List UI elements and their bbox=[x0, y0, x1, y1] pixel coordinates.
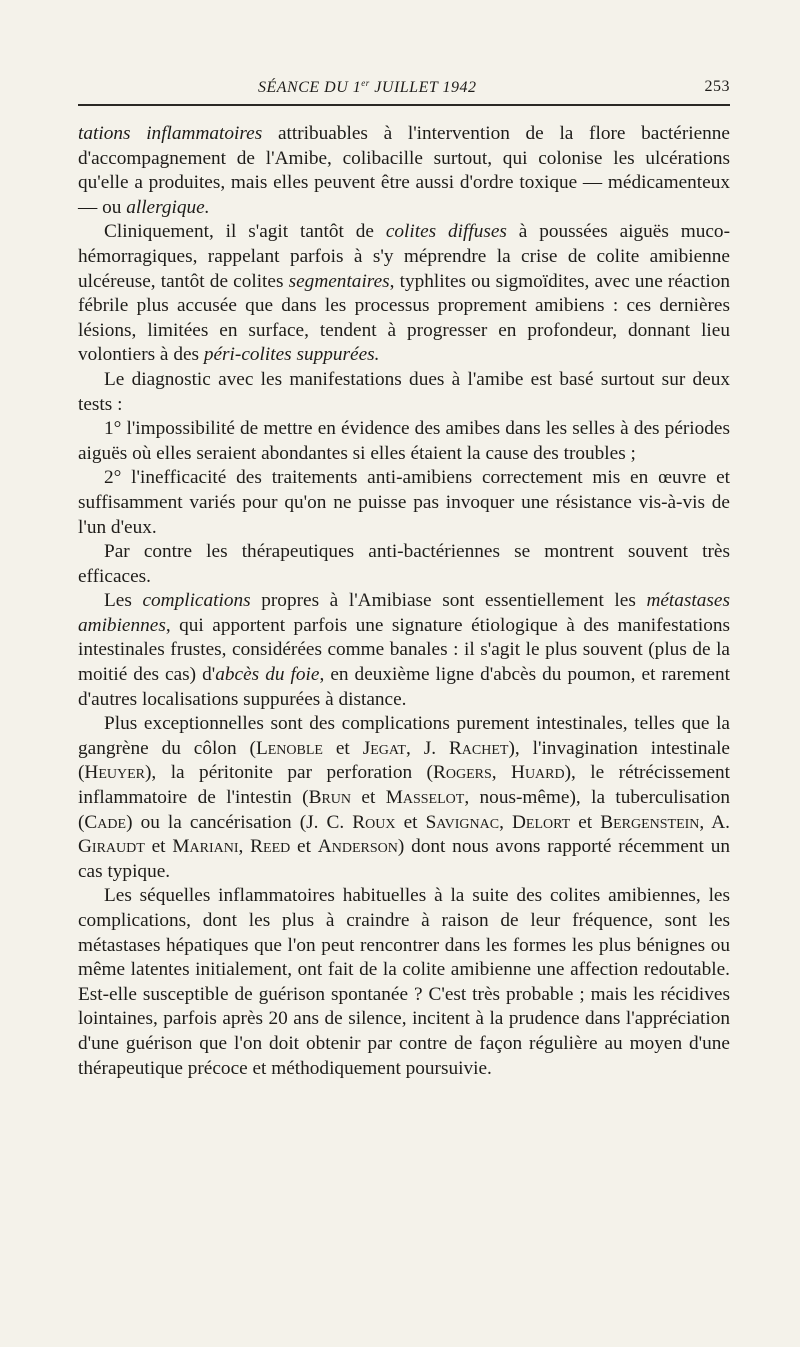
page-number: 253 bbox=[704, 78, 730, 95]
author-name: Savignac bbox=[425, 811, 500, 833]
author-name: Cade bbox=[84, 811, 127, 833]
author-name: Mariani bbox=[172, 836, 239, 858]
author-name: Roux bbox=[352, 811, 396, 833]
author-name: Delort bbox=[511, 811, 571, 833]
paragraph-9: Les séquelles inflammatoires habituelles à la suite des colites amibiennes, les complications, dont les plus à craindre à raison de leur fréquence, sont les métastases hépatiques que l'on peut rencontrer dans les formes les plus bénignes ou même latentes initialement, ont fait de la colite amibienne une affection redoutable. Est-elle susceptible de guérison spontanée ? C'est très probable ; mais les récidives lointaines, parfois après 20 ans de silence, incitent à la prudence dans l'appréciation d'une guérison que l'on doit obtenir par contre de façon régulière au moyen d'une thérapeutique précoce et méthodiquement poursuivie. bbox=[78, 885, 730, 1079]
author-name: Rachet bbox=[448, 737, 509, 759]
author-name: Bergenstein bbox=[600, 811, 700, 833]
author-name: Heuyer bbox=[84, 762, 146, 784]
author-name: Brun bbox=[308, 787, 352, 809]
author-name: Lenoble bbox=[255, 737, 323, 759]
author-name: Masselot bbox=[385, 787, 465, 809]
paragraph-3: Le diagnostic avec les manifestations dues à l'amibe est basé surtout sur deux tests : bbox=[78, 368, 730, 415]
author-name: Anderson bbox=[317, 836, 398, 858]
paragraph-2: Cliniquement, il s'agit tantôt de colites diffuses à poussées aiguës muco-hémorragiques, rappelant parfois à s'y méprendre la crise de colite amibienne ulcéreuse, tantôt de colites segmentaires, typhlites ou sigmoïdites, avec une réaction fébrile plus accusée que dans les processus proprement amibiens : ces dernières lésions, limitées en surface, tendent à progresser en profondeur, donnant lieu volontiers à des péri-colites suppurées. bbox=[78, 221, 730, 366]
paragraph-6: Par contre les thérapeutiques anti-bactériennes se montrent souvent très efficaces. bbox=[78, 541, 730, 587]
book-page bbox=[78, 74, 731, 1079]
paragraph-4: 1° l'impossibilité de mettre en évidence des amibes dans les selles à des périodes aiguës où elles seraient abondantes si elles étaient la cause des troubles ; bbox=[78, 418, 730, 464]
superscript-er: er bbox=[361, 78, 370, 88]
paragraph-8: Plus exceptionnelles sont des complications purement intestinales, telles que la gangrène du côlon (Lenoble et Jegat, J. Rachet), l'invagination intestinale (Heuyer), la péritonite par perforation (Rogers, Huard), le rétrécissement inflammatoire de l'intestin (Brun et Masselot, nous-même), la tuberculisation (Cade) ou la cancérisation (J. C. Roux et Savignac, Delort et Bergenstein, A. Giraudt et Mariani, Reed et Anderson) dont nous avons rapporté récemment un cas typique. bbox=[78, 713, 731, 882]
running-title: SÉANCE DU 1er JUILLET 1942 bbox=[258, 78, 477, 96]
author-name: Huard bbox=[511, 762, 565, 784]
body-text bbox=[78, 122, 730, 1081]
paragraph-1: tations inflammatoires attribuables à l'intervention de la flore bactérienne d'accompagnement de l'Amibe, colibacille surtout, qui colonise les ulcérations qu'elle a produites, mais elles peuvent être aussi d'ordre toxique — médicamenteux — ou allergique. bbox=[78, 123, 730, 218]
header-rule bbox=[78, 104, 730, 106]
paragraph-5: 2° l'inefficacité des traitements anti-amibiens correctement mis en œuvre et suffisamment variés pour qu'on ne puisse pas invoquer une résistance vis-à-vis de l'un d'eux. bbox=[78, 467, 730, 538]
author-name: Reed bbox=[250, 836, 291, 858]
running-head bbox=[78, 74, 730, 100]
author-name: Giraudt bbox=[78, 836, 145, 858]
paragraph-7: Les complications propres à l'Amibiase sont essentiellement les métastases amibiennes, qui apportent parfois une signature étiologique à des manifestations intestinales frustes, considérées comme banales : il s'agit le plus souvent (plus de la moitié des cas) d'abcès du foie, en deuxième ligne d'abcès du poumon, et rarement d'autres localisations suppurées à distance. bbox=[78, 590, 730, 710]
author-name: Jegat bbox=[362, 737, 406, 759]
author-name: Rogers bbox=[432, 762, 492, 784]
